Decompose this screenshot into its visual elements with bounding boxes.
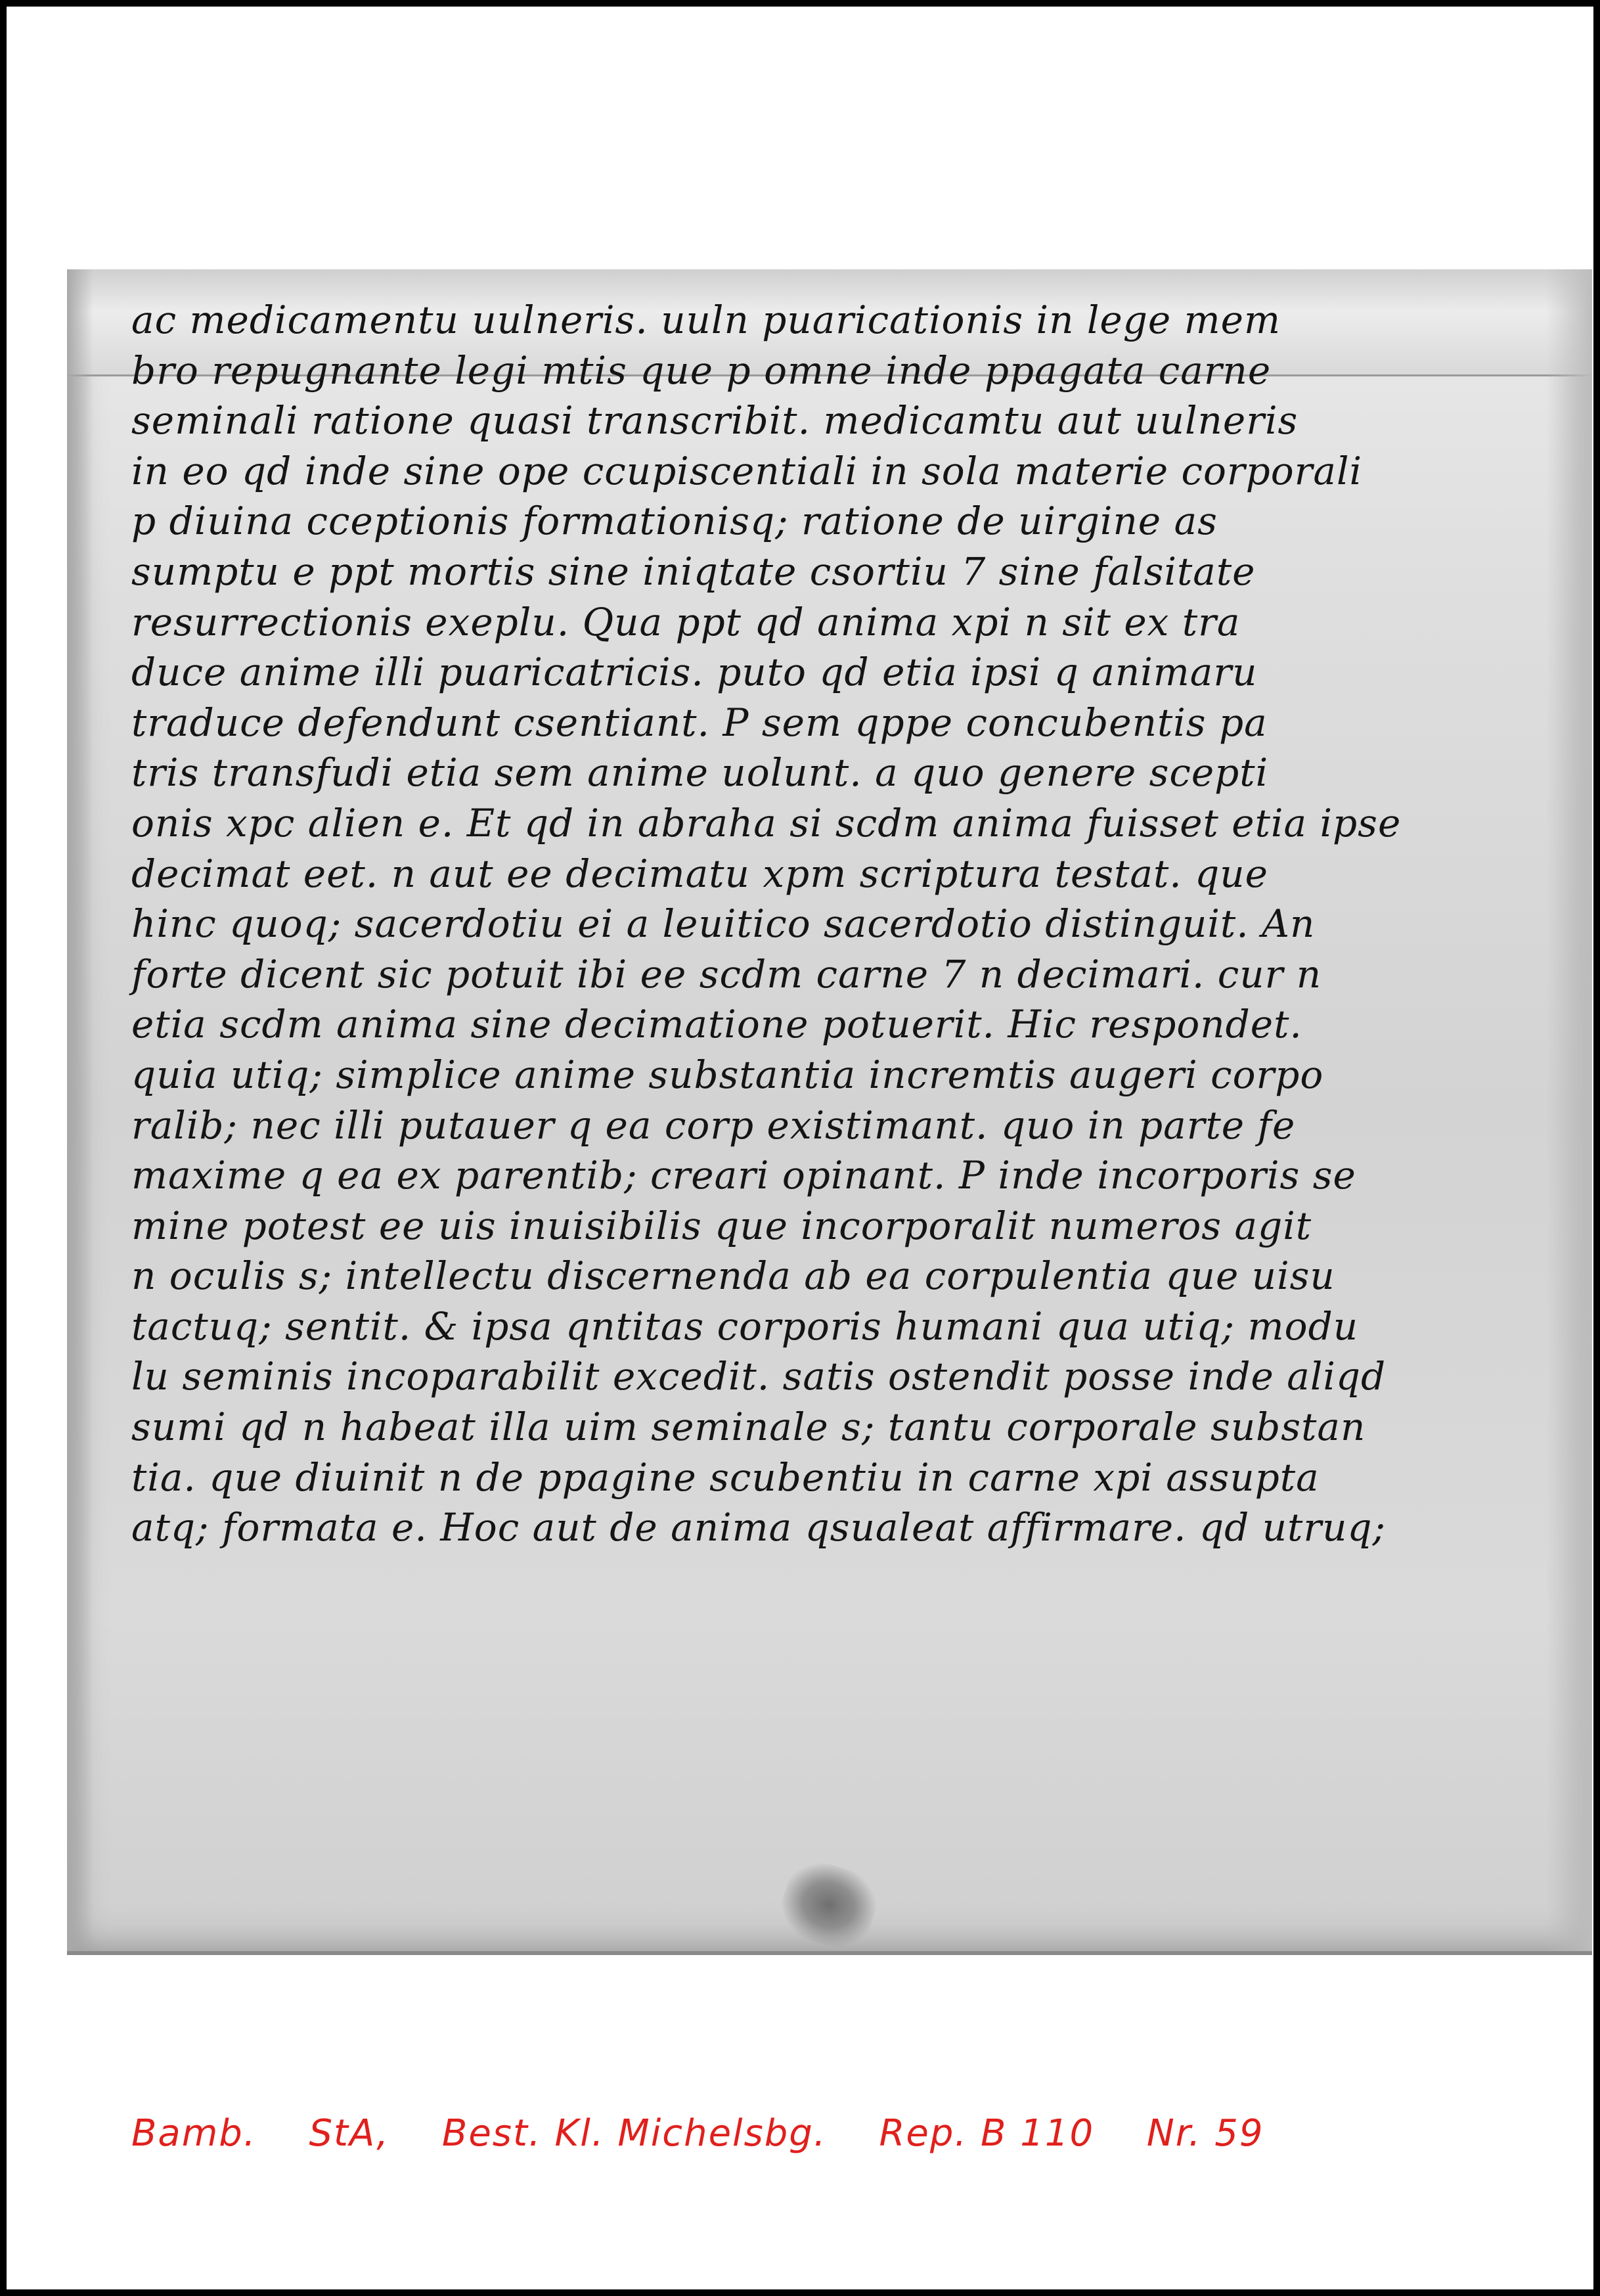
text-line: quia utiq; simplice anime substantia incremtis augeri corpo	[131, 1052, 1324, 1097]
text-line: seminali ratione quasi transcribit. medicamtu aut uulneris	[131, 398, 1299, 443]
text-line: mine potest ee uis inuisibilis que incorporalit numeros agit	[131, 1203, 1312, 1248]
text-line: ac medicamentu uulneris. uuln puaricationis in lege mem	[131, 298, 1281, 342]
manuscript-text-block	[131, 299, 1471, 1557]
text-line: tia. que diuinit n de ppagine scubentiu in carne xpi assupta	[131, 1454, 1320, 1500]
manuscript-tear	[773, 1853, 885, 1956]
annotation-number: Nr. 59	[1146, 2112, 1264, 2155]
text-line: sumi qd n habeat illa uim seminale s; tantu corporale substan	[131, 1405, 1366, 1450]
text-line: ralib; nec illi putauer q ea corp existimant. quo in parte fe	[131, 1102, 1296, 1148]
text-line: atq; formata e. Hoc aut de anima qsualeat affirmare. qd utruq;	[131, 1505, 1387, 1550]
text-line: in eo qd inde sine ope ccupiscentiali in sola materie corporali	[131, 448, 1363, 493]
text-line: etia scdm anima sine decimatione potuerit. Hic respondet.	[131, 1002, 1302, 1047]
archive-shelfmark-annotation	[131, 2112, 1304, 2155]
text-line: traduce defendunt csentiant. P sem qppe concubentis pa	[131, 700, 1268, 745]
text-line: n oculis s; intellectu discernenda ab ea corpulentia que uisu	[131, 1253, 1335, 1299]
text-line: decimat eet. n aut ee decimatu xpm scriptura testat. que	[131, 851, 1268, 896]
manuscript-right-edge	[1546, 269, 1592, 1951]
text-line: onis xpc alien e. Et qd in abraha si scdm anima fuisset etia ipse	[131, 800, 1402, 845]
text-line: resurrectionis exeplu. Qua ppt qd anima xpi n sit ex tra	[131, 599, 1241, 644]
text-line: tactuq; sentit. & ipsa qntitas corporis humani qua utiq; modu	[131, 1303, 1359, 1349]
text-line: bro repugnante legi mtis que p omne inde ppagata carne	[131, 348, 1272, 393]
text-line: maxime q ea ex parentib; creari opinant. P inde incorporis se	[131, 1153, 1356, 1198]
text-line: duce anime illi puaricatricis. puto qd etia ipsi q animaru	[131, 650, 1258, 695]
text-line: lu seminis incoparabilit excedit. satis ostendit posse inde aliqd	[131, 1354, 1387, 1399]
text-line: p diuina cceptionis formationisq; ratione de uirgine as	[131, 499, 1218, 544]
text-line: hinc quoq; sacerdotiu ei a leuitico sacerdotio distinguit. An	[131, 901, 1316, 947]
annotation-collection: Best. Kl. Michelsbg.	[441, 2112, 827, 2155]
text-line: sumptu e ppt mortis sine iniqtate csortiu 7 sine falsitate	[131, 549, 1256, 594]
annotation-archive: Bamb.	[131, 2112, 257, 2155]
annotation-institution: StA,	[309, 2112, 390, 2155]
manuscript-left-edge	[67, 269, 93, 1951]
annotation-repository: Rep. B 110	[879, 2112, 1095, 2155]
text-line: forte dicent sic potuit ibi ee scdm carne 7 n decimari. cur n	[131, 951, 1322, 997]
text-line: tris transfudi etia sem anime uolunt. a quo genere scepti	[131, 750, 1269, 796]
